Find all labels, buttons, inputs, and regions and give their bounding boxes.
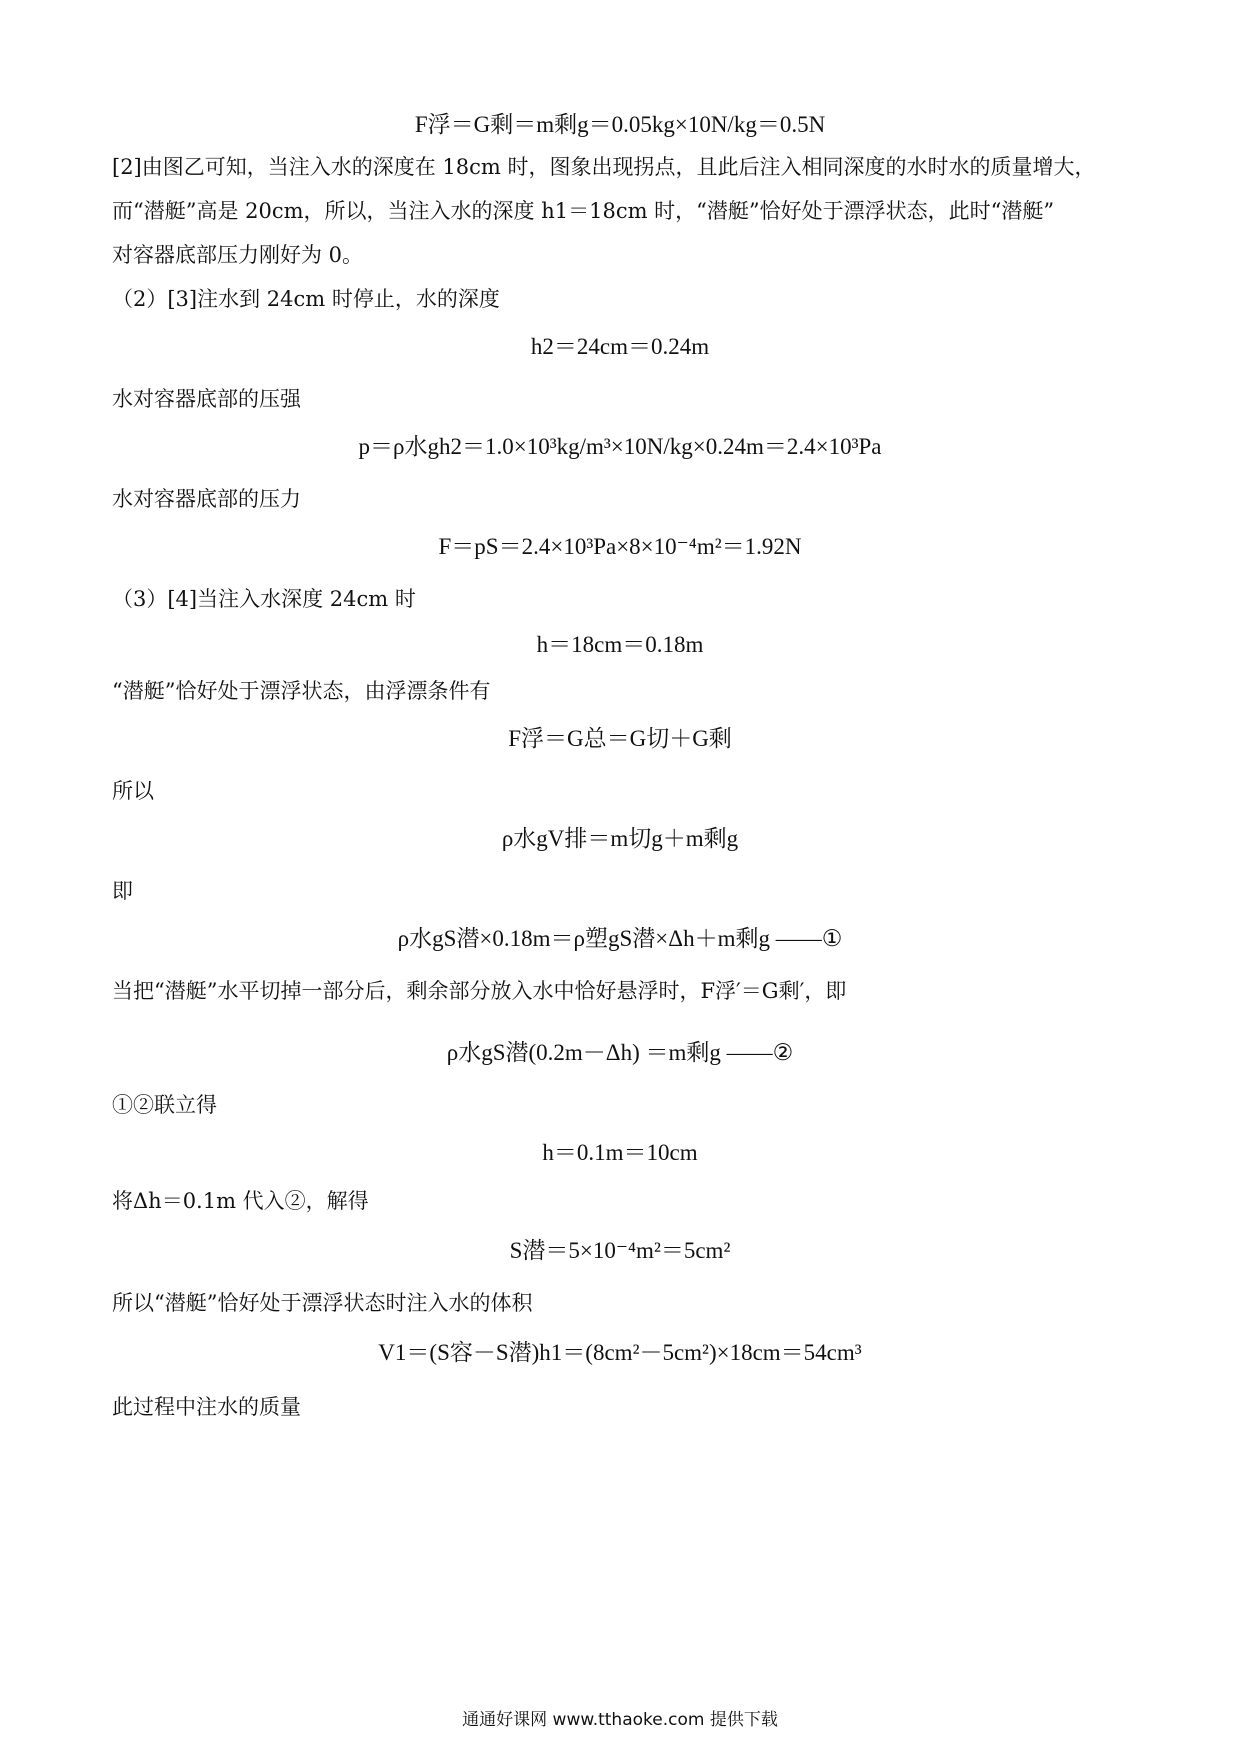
section-heading-3: （3）[4]当注入水深度 24cm 时 bbox=[112, 587, 416, 611]
equation-force: F＝pS＝2.4×10³Pa×8×10⁻⁴m²＝1.92N bbox=[438, 534, 802, 559]
paragraph-line: 水对容器底部的压强 bbox=[112, 387, 301, 411]
paragraph-line: 此过程中注水的质量 bbox=[112, 1395, 301, 1419]
paragraph-line: 对容器底部压力刚好为 0。 bbox=[112, 243, 364, 267]
equation-float-condition: F浮＝G总＝G切＋G剩 bbox=[508, 726, 732, 751]
paragraph-line: 而“潜艇”高是 20cm，所以，当注入水的深度 h1＝18cm 时，“潜艇”恰好处于漂浮状态，此时“潜艇” bbox=[112, 199, 1055, 223]
equation-volume: V1＝(S容－S潜)h1＝(8cm²－5cm²)×18cm＝54cm³ bbox=[378, 1340, 862, 1365]
equation-1: ρ水gS潜×0.18m＝ρ塑gS潜×Δh＋m剩g ——① bbox=[397, 926, 843, 951]
equation-delta-h: h＝0.1m＝10cm bbox=[542, 1140, 698, 1165]
equation-buoyancy-remaining: F浮＝G剩＝m剩g＝0.05kg×10N/kg＝0.5N bbox=[414, 112, 826, 137]
section-heading-2: （2）[3]注水到 24cm 时停止，水的深度 bbox=[112, 287, 500, 311]
equation-2: ρ水gS潜(0.2m－Δh) ＝m剩g ——② bbox=[446, 1040, 794, 1065]
paragraph-line: 所以 bbox=[112, 779, 154, 803]
paragraph-line: 水对容器底部的压力 bbox=[112, 487, 301, 511]
equation-area: S潜＝5×10⁻⁴m²＝5cm² bbox=[509, 1238, 731, 1263]
equation-depth-h: h＝18cm＝0.18m bbox=[536, 632, 704, 657]
equation-depth-h2: h2＝24cm＝0.24m bbox=[530, 334, 710, 359]
paragraph-line: 所以“潜艇”恰好处于漂浮状态时注入水的体积 bbox=[112, 1291, 533, 1315]
equation-archimedes: ρ水gV排＝m切g＋m剩g bbox=[501, 826, 739, 851]
paragraph-line: 当把“潜艇”水平切掉一部分后，剩余部分放入水中恰好悬浮时，F浮′＝G剩′，即 bbox=[112, 979, 847, 1003]
paragraph-line: “潜艇”恰好处于漂浮状态，由浮漂条件有 bbox=[112, 679, 491, 703]
footer-watermark: 通通好课网 www.tthaoke.com 提供下载 bbox=[462, 1710, 778, 1730]
paragraph-line: 将Δh＝0.1m 代入②，解得 bbox=[112, 1189, 369, 1213]
paragraph-line: [2]由图乙可知，当注入水的深度在 18cm 时，图象出现拐点，且此后注入相同深度的水时水的质量增大， bbox=[112, 155, 1096, 179]
equation-pressure: p＝ρ水gh2＝1.0×10³kg/m³×10N/kg×0.24m＝2.4×10³Pa bbox=[358, 434, 882, 459]
paragraph-line: 即 bbox=[112, 879, 133, 903]
paragraph-line: ①②联立得 bbox=[112, 1093, 217, 1117]
